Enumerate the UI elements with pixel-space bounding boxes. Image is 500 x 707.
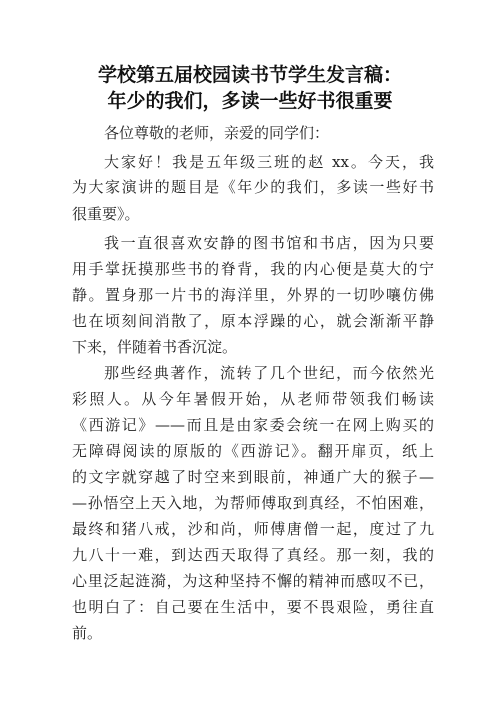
body-line: 下来，伴随着书香沉淀。 [72,338,238,356]
body-line: 心里泛起涟漪，为这种坚持不懈的精神而感叹不已， [72,572,434,590]
body-line: 彩照人。从今年暑假开始，从老师带领我们畅读 [72,390,434,408]
body-line: 各位尊敬的老师，亲爱的同学们： [104,124,330,142]
body-line: 也在顷刻间消散了，原本浮躁的心，就会渐渐平静 [72,312,434,330]
body-line: 我一直很喜欢安静的图书馆和书店，因为只要 [104,234,434,252]
body-line: 最终和猪八戒，沙和尚，师傅唐僧一起，度过了九 [72,520,434,538]
body-line: 《西游记》——而且是由家委会统一在网上购买的 [72,416,434,434]
body-line: 用手掌抚摸那些书的脊背，我的内心便是莫大的宁 [72,260,434,278]
body-line: 大家好！我是五年级三班的赵 xx。今天，我 [104,153,434,171]
body-line: 九八十一难，到达西天取得了真经。那一刻，我的 [72,546,434,564]
document-title-line-2: 年少的我们，多读一些好书很重要 [107,90,393,112]
body-line: 前。 [72,624,103,642]
body-line: —孙悟空上天入地，为帮师傅取到真经，不怕困难， [72,494,434,512]
body-line: 的文字就穿越了时空来到眼前，神通广大的猴子— [72,468,434,486]
body-line: 很重要》。 [72,205,140,223]
body-line: 也明白了：自己要在生活中，要不畏艰险，勇往直 [72,598,434,616]
body-line: 为大家演讲的题目是《年少的我们，多读一些好书 [72,178,434,196]
body-line: 无障碍阅读的原版的《西游记》。翻开扉页，纸上 [72,442,434,460]
document-title-line-1: 学校第五届校园读书节学生发言稿： [97,64,402,86]
body-line: 静。置身那一片书的海洋里，外界的一切吵嚷仿佛 [72,286,434,304]
body-line: 那些经典著作，流转了几个世纪，而今依然光 [104,364,434,382]
